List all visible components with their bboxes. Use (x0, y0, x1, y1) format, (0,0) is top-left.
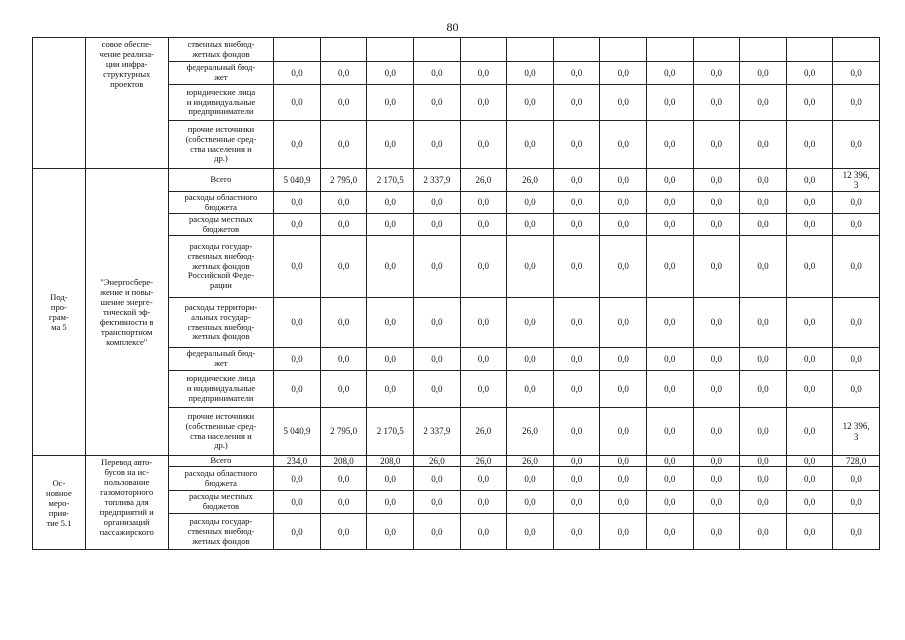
value-cell: 0,0 (833, 467, 880, 491)
value-cell: 0,0 (507, 192, 554, 214)
value-cell: 0,0 (740, 371, 787, 408)
value-cell: 0,0 (320, 121, 367, 169)
value-cell (553, 38, 600, 62)
value-cell: 0,0 (274, 371, 321, 408)
value-cell: 0,0 (414, 298, 461, 348)
value-cell: 0,0 (786, 169, 833, 192)
value-cell: 0,0 (274, 192, 321, 214)
value-cell: 0,0 (367, 121, 414, 169)
value-cell: 0,0 (553, 456, 600, 467)
funding-source-cell: ственных внебюд- жетных фондов (168, 38, 274, 62)
funding-source-cell: расходы местных бюджетов (168, 214, 274, 236)
value-cell: 0,0 (553, 348, 600, 371)
value-cell: 0,0 (553, 514, 600, 550)
value-cell: 0,0 (507, 467, 554, 491)
funding-source-cell: расходы областного бюджета (168, 467, 274, 491)
value-cell: 0,0 (367, 467, 414, 491)
value-cell: 0,0 (460, 214, 507, 236)
value-cell: 0,0 (693, 408, 740, 456)
value-cell: 0,0 (460, 121, 507, 169)
value-cell: 0,0 (600, 491, 647, 514)
value-cell: 0,0 (833, 214, 880, 236)
value-cell (786, 38, 833, 62)
value-cell: 0,0 (367, 298, 414, 348)
funding-table (32, 37, 880, 550)
value-cell: 0,0 (833, 491, 880, 514)
funding-source-cell: прочие источники (собственные сред- ства населения и др.) (168, 408, 274, 456)
value-cell: 0,0 (646, 456, 693, 467)
value-cell: 0,0 (274, 236, 321, 298)
program-name-cell: "Энергосбере- жение и повы- шение энерге- тической эф- фективности в транспортном комплексе" (85, 169, 168, 456)
value-cell: 0,0 (367, 85, 414, 121)
value-cell: 0,0 (740, 514, 787, 550)
value-cell: 0,0 (786, 192, 833, 214)
value-cell: 0,0 (414, 214, 461, 236)
value-cell: 2 337,9 (414, 408, 461, 456)
value-cell: 0,0 (600, 121, 647, 169)
value-cell (274, 38, 321, 62)
value-cell: 0,0 (600, 169, 647, 192)
value-cell: 0,0 (786, 348, 833, 371)
value-cell: 0,0 (600, 467, 647, 491)
value-cell: 0,0 (460, 192, 507, 214)
value-cell: 0,0 (460, 236, 507, 298)
value-cell: 0,0 (367, 348, 414, 371)
value-cell: 26,0 (460, 408, 507, 456)
value-cell: 0,0 (646, 491, 693, 514)
value-cell: 0,0 (646, 348, 693, 371)
value-cell: 0,0 (740, 214, 787, 236)
value-cell: 0,0 (320, 348, 367, 371)
value-cell: 0,0 (320, 491, 367, 514)
value-cell: 2 170,5 (367, 169, 414, 192)
value-cell: 0,0 (646, 62, 693, 85)
value-cell: 12 396, 3 (833, 408, 880, 456)
value-cell: 0,0 (274, 514, 321, 550)
value-cell: 0,0 (600, 348, 647, 371)
value-cell: 0,0 (320, 62, 367, 85)
value-cell: 0,0 (600, 371, 647, 408)
value-cell: 0,0 (740, 467, 787, 491)
value-cell: 0,0 (786, 85, 833, 121)
value-cell: 0,0 (646, 192, 693, 214)
funding-source-cell: юридические лица и индивидуальные предприниматели (168, 371, 274, 408)
value-cell: 0,0 (600, 514, 647, 550)
value-cell: 0,0 (460, 491, 507, 514)
program-name-cell: совое обеспе- чение реализа- ции инфра- структурных проектов (85, 38, 168, 169)
value-cell: 0,0 (274, 214, 321, 236)
value-cell: 0,0 (553, 169, 600, 192)
value-cell (367, 38, 414, 62)
value-cell: 0,0 (786, 214, 833, 236)
value-cell: 0,0 (786, 121, 833, 169)
value-cell: 0,0 (693, 298, 740, 348)
value-cell: 0,0 (507, 85, 554, 121)
value-cell: 26,0 (507, 456, 554, 467)
value-cell: 0,0 (646, 236, 693, 298)
value-cell: 0,0 (786, 298, 833, 348)
value-cell: 0,0 (320, 192, 367, 214)
value-cell: 0,0 (553, 467, 600, 491)
funding-source-cell: федеральный бюд- жет (168, 62, 274, 85)
program-code-cell (33, 38, 86, 169)
value-cell: 0,0 (274, 491, 321, 514)
funding-source-cell: прочие источники (собственные сред- ства населения и др.) (168, 121, 274, 169)
value-cell: 0,0 (693, 514, 740, 550)
value-cell: 208,0 (367, 456, 414, 467)
funding-source-cell: расходы местных бюджетов (168, 491, 274, 514)
value-cell: 0,0 (507, 121, 554, 169)
value-cell: 0,0 (414, 491, 461, 514)
funding-source-cell: федеральный бюд- жет (168, 348, 274, 371)
value-cell: 0,0 (786, 467, 833, 491)
value-cell: 0,0 (600, 236, 647, 298)
value-cell: 0,0 (740, 456, 787, 467)
value-cell: 0,0 (414, 121, 461, 169)
value-cell: 0,0 (274, 467, 321, 491)
value-cell: 0,0 (693, 236, 740, 298)
value-cell: 234,0 (274, 456, 321, 467)
value-cell: 0,0 (693, 169, 740, 192)
value-cell: 0,0 (646, 169, 693, 192)
value-cell: 0,0 (460, 467, 507, 491)
value-cell: 0,0 (786, 408, 833, 456)
value-cell: 0,0 (507, 514, 554, 550)
value-cell: 0,0 (646, 85, 693, 121)
value-cell: 0,0 (693, 85, 740, 121)
value-cell: 0,0 (414, 62, 461, 85)
value-cell: 0,0 (460, 85, 507, 121)
value-cell: 0,0 (646, 214, 693, 236)
value-cell: 0,0 (600, 298, 647, 348)
value-cell: 0,0 (367, 192, 414, 214)
value-cell: 728,0 (833, 456, 880, 467)
value-cell: 0,0 (414, 371, 461, 408)
value-cell: 0,0 (414, 348, 461, 371)
value-cell: 0,0 (693, 348, 740, 371)
funding-source-cell: Всего (168, 456, 274, 467)
value-cell: 0,0 (320, 236, 367, 298)
value-cell: 0,0 (786, 514, 833, 550)
table-row (33, 456, 880, 467)
value-cell: 0,0 (646, 467, 693, 491)
value-cell: 0,0 (646, 298, 693, 348)
table-row (33, 169, 880, 192)
value-cell: 0,0 (833, 371, 880, 408)
value-cell: 0,0 (786, 236, 833, 298)
value-cell: 0,0 (693, 192, 740, 214)
value-cell (693, 38, 740, 62)
value-cell: 0,0 (274, 348, 321, 371)
value-cell: 2 795,0 (320, 169, 367, 192)
value-cell: 0,0 (693, 62, 740, 85)
value-cell: 0,0 (274, 85, 321, 121)
value-cell: 0,0 (786, 456, 833, 467)
value-cell: 0,0 (693, 456, 740, 467)
value-cell: 0,0 (833, 236, 880, 298)
value-cell: 0,0 (833, 62, 880, 85)
value-cell: 0,0 (460, 348, 507, 371)
value-cell: 0,0 (553, 85, 600, 121)
value-cell: 0,0 (320, 298, 367, 348)
value-cell: 0,0 (646, 514, 693, 550)
funding-source-cell: расходы государ- ственных внебюд- жетных фондов Российской Феде- рации (168, 236, 274, 298)
funding-source-cell: расходы территори- альных государ- ственных внебюд- жетных фондов (168, 298, 274, 348)
value-cell: 0,0 (553, 491, 600, 514)
value-cell: 0,0 (600, 456, 647, 467)
funding-source-cell: Всего (168, 169, 274, 192)
value-cell: 0,0 (414, 236, 461, 298)
page-number: 80 (446, 20, 459, 34)
value-cell: 0,0 (274, 62, 321, 85)
value-cell: 0,0 (740, 408, 787, 456)
value-cell (646, 38, 693, 62)
value-cell: 26,0 (507, 408, 554, 456)
value-cell: 0,0 (740, 236, 787, 298)
value-cell: 0,0 (553, 298, 600, 348)
value-cell: 0,0 (740, 62, 787, 85)
value-cell: 12 396, 3 (833, 169, 880, 192)
table-row (33, 38, 880, 62)
value-cell (320, 38, 367, 62)
value-cell: 0,0 (414, 192, 461, 214)
value-cell: 0,0 (320, 371, 367, 408)
value-cell: 0,0 (740, 169, 787, 192)
value-cell (740, 38, 787, 62)
value-cell: 0,0 (740, 85, 787, 121)
value-cell: 0,0 (274, 298, 321, 348)
value-cell: 0,0 (786, 371, 833, 408)
value-cell: 0,0 (600, 85, 647, 121)
program-code-cell: Под- про- грам- ма 5 (33, 169, 86, 456)
value-cell: 0,0 (740, 192, 787, 214)
value-cell: 2 170,5 (367, 408, 414, 456)
value-cell: 0,0 (693, 371, 740, 408)
funding-source-cell: расходы государ- ственных внебюд- жетных фондов (168, 514, 274, 550)
value-cell: 0,0 (833, 85, 880, 121)
value-cell: 0,0 (320, 467, 367, 491)
value-cell (833, 38, 880, 62)
value-cell: 0,0 (367, 214, 414, 236)
value-cell: 0,0 (414, 467, 461, 491)
value-cell: 0,0 (740, 298, 787, 348)
value-cell (600, 38, 647, 62)
value-cell: 0,0 (320, 514, 367, 550)
value-cell: 26,0 (414, 456, 461, 467)
value-cell: 0,0 (833, 192, 880, 214)
value-cell: 0,0 (740, 348, 787, 371)
value-cell: 0,0 (786, 62, 833, 85)
value-cell: 0,0 (460, 298, 507, 348)
value-cell: 0,0 (553, 214, 600, 236)
value-cell: 0,0 (367, 491, 414, 514)
value-cell: 0,0 (786, 491, 833, 514)
value-cell: 0,0 (460, 371, 507, 408)
value-cell: 0,0 (693, 467, 740, 491)
value-cell: 0,0 (414, 85, 461, 121)
value-cell: 0,0 (553, 62, 600, 85)
value-cell: 0,0 (553, 371, 600, 408)
value-cell: 0,0 (600, 192, 647, 214)
value-cell (507, 38, 554, 62)
value-cell: 5 040,9 (274, 408, 321, 456)
value-cell: 0,0 (646, 408, 693, 456)
value-cell: 0,0 (600, 62, 647, 85)
value-cell: 0,0 (646, 371, 693, 408)
value-cell: 0,0 (367, 514, 414, 550)
value-cell: 0,0 (833, 514, 880, 550)
value-cell: 0,0 (367, 371, 414, 408)
value-cell: 208,0 (320, 456, 367, 467)
value-cell: 0,0 (600, 214, 647, 236)
funding-source-cell: расходы областного бюджета (168, 192, 274, 214)
value-cell: 0,0 (460, 514, 507, 550)
value-cell (460, 38, 507, 62)
value-cell: 0,0 (833, 298, 880, 348)
value-cell (414, 38, 461, 62)
value-cell: 2 337,9 (414, 169, 461, 192)
value-cell: 0,0 (414, 514, 461, 550)
value-cell: 0,0 (274, 121, 321, 169)
value-cell: 0,0 (507, 298, 554, 348)
value-cell: 0,0 (740, 121, 787, 169)
program-code-cell: Ос- новное меро- прия- тие 5.1 (33, 456, 86, 550)
value-cell: 0,0 (553, 408, 600, 456)
value-cell: 0,0 (507, 371, 554, 408)
value-cell: 2 795,0 (320, 408, 367, 456)
value-cell: 0,0 (553, 236, 600, 298)
value-cell: 0,0 (740, 491, 787, 514)
value-cell: 0,0 (600, 408, 647, 456)
value-cell: 26,0 (460, 456, 507, 467)
value-cell: 0,0 (367, 62, 414, 85)
value-cell: 5 040,9 (274, 169, 321, 192)
value-cell: 0,0 (833, 348, 880, 371)
value-cell: 0,0 (646, 121, 693, 169)
value-cell: 0,0 (367, 236, 414, 298)
value-cell: 0,0 (553, 121, 600, 169)
value-cell: 0,0 (507, 236, 554, 298)
value-cell: 0,0 (320, 85, 367, 121)
value-cell: 0,0 (460, 62, 507, 85)
value-cell: 0,0 (507, 62, 554, 85)
value-cell: 26,0 (460, 169, 507, 192)
value-cell: 0,0 (693, 491, 740, 514)
value-cell: 0,0 (693, 214, 740, 236)
value-cell: 0,0 (507, 214, 554, 236)
funding-source-cell: юридические лица и индивидуальные предприниматели (168, 85, 274, 121)
value-cell: 0,0 (833, 121, 880, 169)
value-cell: 0,0 (693, 121, 740, 169)
value-cell: 0,0 (507, 348, 554, 371)
value-cell: 0,0 (553, 192, 600, 214)
program-name-cell: Перевод авто- бусов на ис- пользование газомоторного топлива для предприятий и организаций пассажирского (85, 456, 168, 550)
value-cell: 0,0 (507, 491, 554, 514)
value-cell: 0,0 (320, 214, 367, 236)
value-cell: 26,0 (507, 169, 554, 192)
